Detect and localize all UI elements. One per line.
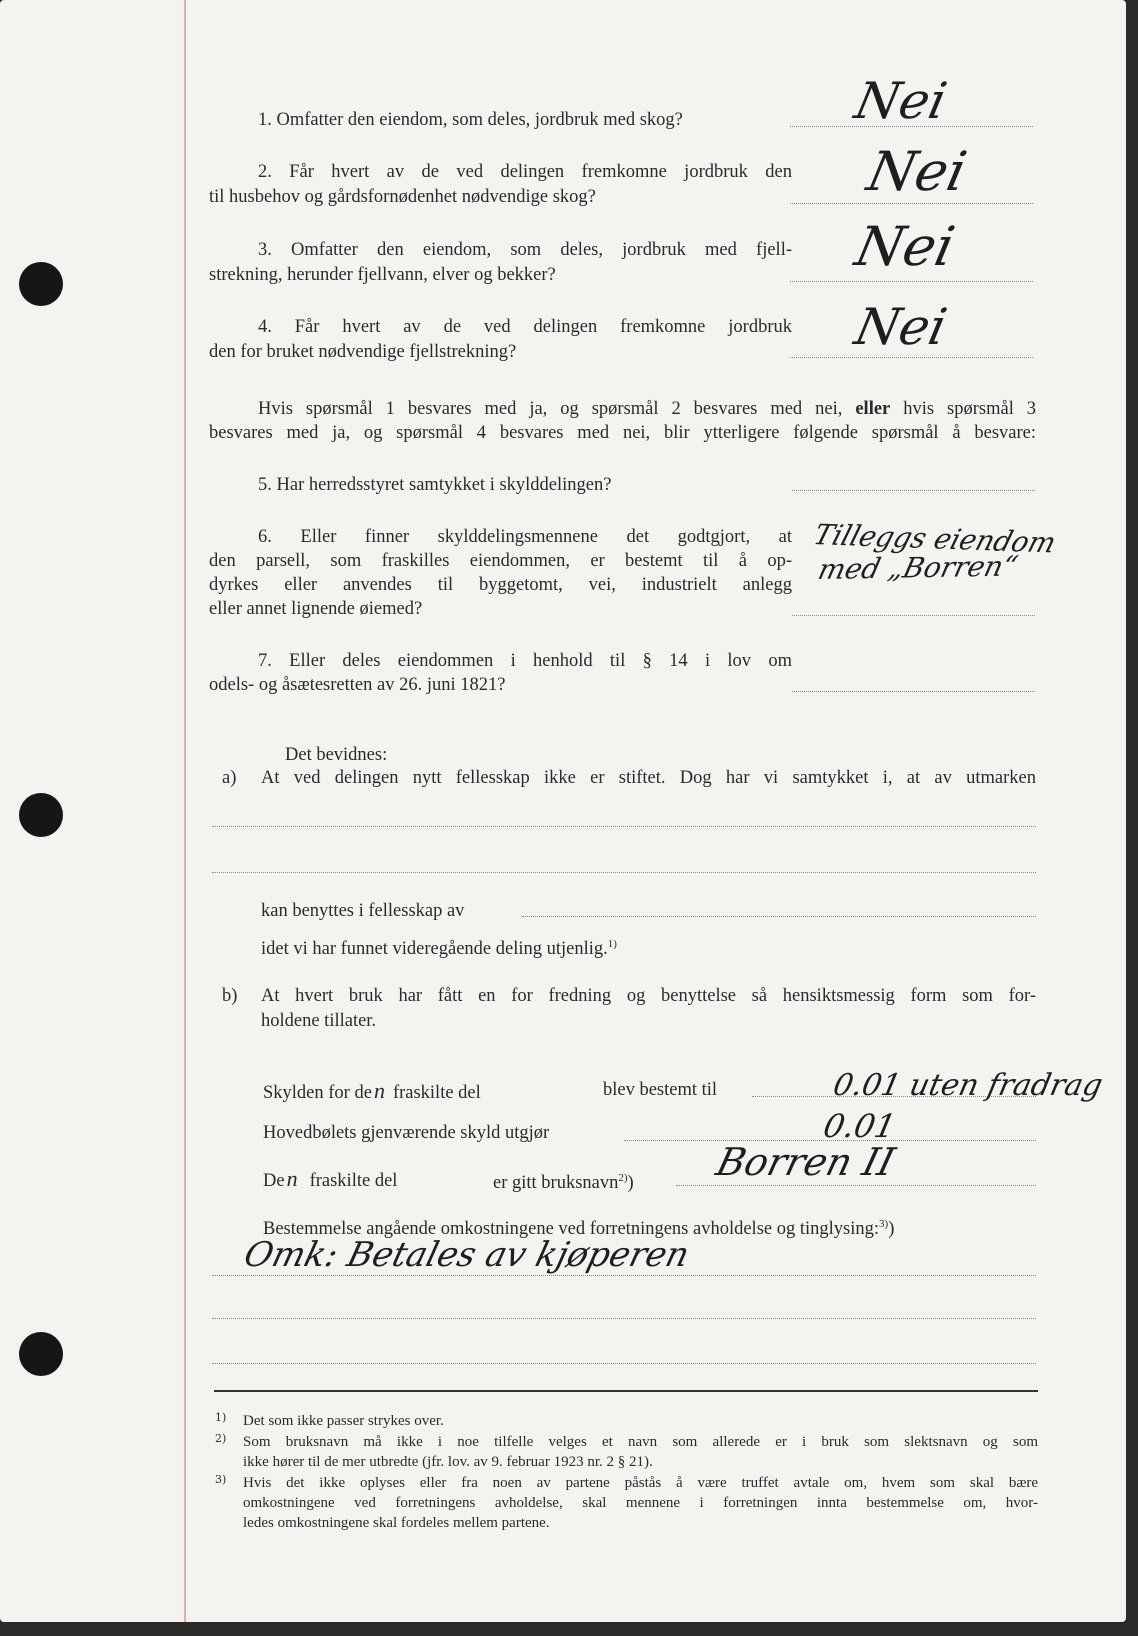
punch-hole (19, 262, 63, 306)
clause-b-line-1: At hvert bruk har fått en for fredning og benyttelse så hensiktsmessig form som for- (261, 986, 1036, 1006)
omk-value: Omk: Betales av kjøperen (240, 1235, 694, 1275)
answer-line-2 (790, 203, 1033, 204)
skyld-label-handwritten: n (373, 1078, 385, 1103)
navn-line (676, 1185, 1036, 1186)
shared-reason-text: idet vi har funnet videregående deling utjenlig. (261, 939, 608, 960)
conditional-text-b: hvis spørsmål 3 (903, 399, 1037, 419)
navn-value: Borren II (712, 1140, 900, 1184)
footnote-2-number: 2) (215, 1432, 227, 1445)
footnote-1-line-1: Det som ikke passer strykes over. (243, 1413, 444, 1429)
question-3-line-2: strekning, herunder fjellvann, elver og bekker? (209, 265, 556, 285)
answer-3: Nei (850, 215, 960, 278)
footnote-3-line-3: ledes omkostningene skal fordeles mellem partene. (243, 1515, 550, 1531)
answer-6-line-1: Tilleggs eiendom (810, 518, 1060, 560)
clause-b-line-2: holdene tillater. (261, 1011, 377, 1031)
navn-label (263, 1166, 397, 1194)
answer-line-5 (792, 490, 1035, 491)
fill-line (212, 826, 1036, 827)
omk-label-text: Bestemmelse angående omkostningene ved forretningens avholdelse og tinglysing: (263, 1219, 880, 1240)
navn-label-b: fraskilte del (309, 1171, 398, 1191)
footnote-separator (214, 1390, 1038, 1392)
footnote-ref-3: 3) (879, 1218, 889, 1230)
question-3-line-1: 3. Omfatter den eiendom, som deles, jordbruk med fjell- (258, 240, 792, 260)
footnote-ref-1: 1) (607, 938, 617, 950)
footnote-2-line-2: ikke hører til de mer utbredte (jfr. lov. av 9. februar 1923 nr. 2 § 21). (243, 1454, 653, 1470)
attestation-heading: Det bevidnes: (285, 745, 388, 765)
punch-hole (19, 793, 63, 837)
answer-2: Nei (862, 140, 972, 203)
hoved-label: Hovedbølets gjenværende skyld utgjør (263, 1123, 550, 1143)
skyld-label-c: blev bestemt til (603, 1080, 718, 1100)
question-6-line-3: dyrkes eller anvendes til byggetomt, vei, industrielt anlegg (209, 575, 792, 595)
answer-line-3 (790, 281, 1033, 282)
answer-line-7 (792, 691, 1035, 692)
navn-label-a: De (263, 1171, 285, 1191)
conditional-bold: eller (855, 399, 891, 419)
footnote-3-number: 3) (215, 1473, 227, 1486)
question-7-line-2: odels- og åsætesretten av 26. juni 1821? (209, 675, 506, 695)
question-6-line-1: 6. Eller finner skylddelingsmennene det godtgjort, at (258, 527, 792, 547)
conditional-line-1 (258, 397, 1036, 422)
question-6-line-4: eller annet lignende øiemed? (209, 599, 423, 619)
skyld-label-b: fraskilte del (392, 1083, 481, 1103)
clause-b-marker: b) (222, 986, 238, 1006)
omk-label: Bestemmelse angående omkostningene ved forretningens avholdelse og tinglysing:$^{3)}$) (263, 1218, 895, 1240)
footnote-2-line-1: Som bruksnavn må ikke i noe tilfelle velges et navn som allerede er i bruk som slektsnavn og som (243, 1434, 1038, 1450)
navn-label-c-text: er gitt bruksnavn (493, 1173, 619, 1194)
footnote-3-line-1: Hvis det ikke oplyses eller fra noen av partene påstås å være truffet avtale om, hvem som skal bære (243, 1475, 1038, 1491)
fill-line (212, 872, 1036, 873)
answer-line-6 (792, 615, 1035, 616)
navn-label-handwritten: n (286, 1166, 298, 1191)
footnote-3-line-2: omkostningene ved forretningens avholdelse, skal mennene i forretningen innta bestemmelse om, hvor- (243, 1495, 1038, 1511)
footnote-ref-2: 2) (618, 1172, 628, 1184)
omk-line-1 (212, 1275, 1036, 1276)
question-6-line-2: den parsell, som fraskilles eiendommen, er bestemt til å op- (209, 551, 792, 571)
margin-rule (184, 0, 186, 1622)
navn-label-c: er gitt bruksnavn$^{2)}$) (493, 1172, 634, 1194)
omk-line-2 (212, 1318, 1036, 1319)
question-4-line-2: den for bruket nødvendige fjellstrekning? (209, 342, 517, 362)
conditional-line-2: besvares med ja, og spørsmål 4 besvares med nei, blir ytterligere følgende spørsmål å besvare: (209, 423, 1036, 443)
question-5: 5. Har herredsstyret samtykket i skylddelingen? (258, 475, 612, 495)
answer-1: Nei (850, 72, 952, 130)
punch-hole (19, 1332, 63, 1376)
skyld-label-a: Skylden for de (263, 1083, 372, 1103)
question-2-line-2: til husbehov og gårdsfornødenhet nødvendige skog? (209, 187, 596, 207)
shared-reason (261, 932, 617, 962)
clause-a-marker: a) (222, 768, 237, 788)
skyld-value: 0.01 uten fradrag (830, 1068, 1106, 1103)
shared-use-line (522, 916, 1036, 917)
shared-use-label: kan benyttes i fellesskap av (261, 901, 465, 921)
clause-a-text: At ved delingen nytt fellesskap ikke er stiftet. Dog har vi samtykket i, at av utmarken (261, 768, 1036, 788)
question-1: 1. Omfatter den eiendom, som deles, jordbruk med skog? (258, 110, 683, 130)
conditional-text-a: Hvis spørsmål 1 besvares med ja, og spørsmål 2 besvares med nei, (258, 399, 843, 419)
question-4-line-1: 4. Får hvert av de ved delingen fremkomne jordbruk (258, 317, 792, 337)
answer-6-line-2: med „Borren“ (815, 549, 1022, 586)
answer-4: Nei (850, 298, 952, 356)
question-7-line-1: 7. Eller deles eiendommen i henhold til § 14 i lov om (258, 651, 792, 671)
footnote-1-number: 1) (215, 1411, 227, 1424)
hoved-value: 0.01 (820, 1107, 900, 1145)
answer-line-4 (790, 357, 1033, 358)
question-2-line-1: 2. Får hvert av de ved delingen fremkomne jordbruk den (258, 162, 792, 182)
omk-line-3 (212, 1363, 1036, 1364)
skyld-label (263, 1078, 481, 1106)
